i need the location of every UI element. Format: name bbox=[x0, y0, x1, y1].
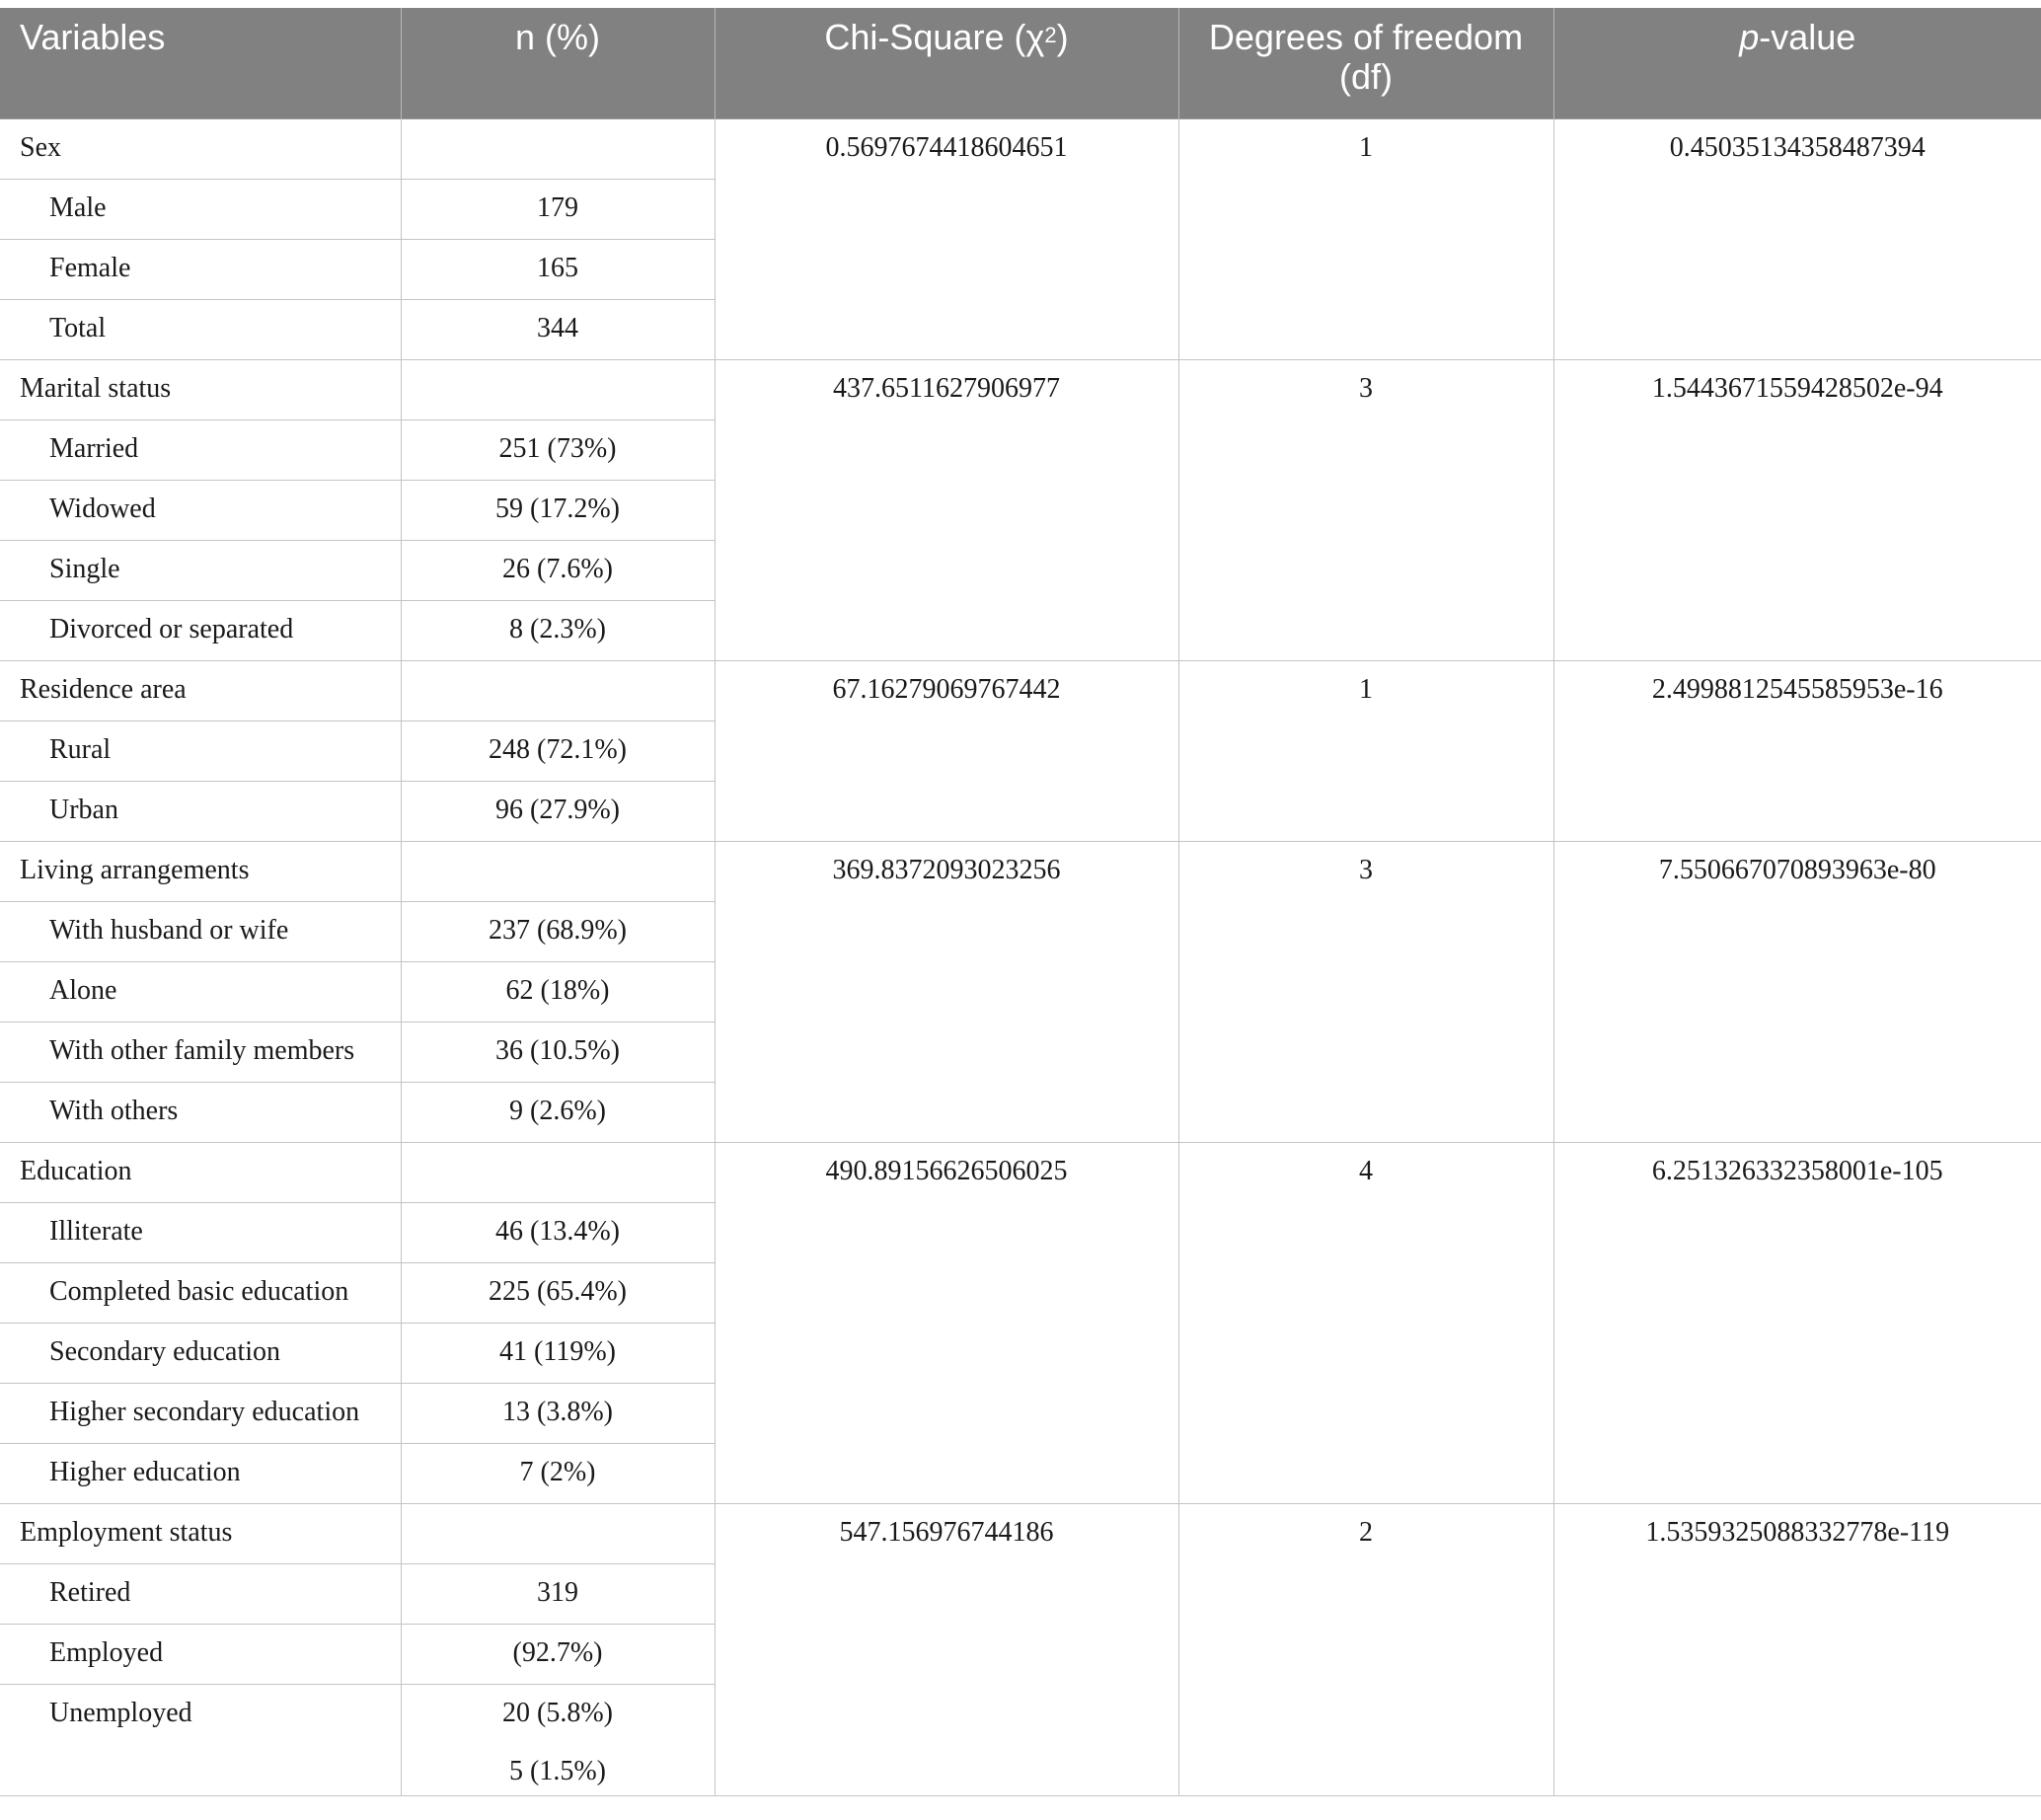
group-label: Residence area bbox=[0, 661, 401, 721]
p-value: 0.45035134358487394 bbox=[1553, 119, 2041, 360]
chi-square-value: 0.5697674418604651 bbox=[715, 119, 1178, 360]
row-value: 319 bbox=[401, 1564, 715, 1625]
row-label: With others bbox=[0, 1083, 401, 1143]
p-value: 2.4998812545585953e-16 bbox=[1553, 661, 2041, 842]
row-value: 9 (2.6%) bbox=[401, 1083, 715, 1143]
group-count-empty bbox=[401, 119, 715, 180]
row-label: With other family members bbox=[0, 1023, 401, 1083]
header-chi-square-prefix: Chi-Square (χ bbox=[824, 17, 1045, 57]
group-row-residence-area bbox=[0, 661, 2041, 721]
row-label: Divorced or separated bbox=[0, 601, 401, 661]
p-value: 1.5359325088332778e-119 bbox=[1553, 1504, 2041, 1796]
df-value: 3 bbox=[1178, 842, 1553, 1143]
group-label: Education bbox=[0, 1143, 401, 1203]
chi-square-value: 490.89156626506025 bbox=[715, 1143, 1178, 1504]
df-value: 1 bbox=[1178, 661, 1553, 842]
df-value: 1 bbox=[1178, 119, 1553, 360]
df-value: 4 bbox=[1178, 1143, 1553, 1504]
row-value: 62 (18%) bbox=[401, 962, 715, 1023]
row-value: 36 (10.5%) bbox=[401, 1023, 715, 1083]
table-header bbox=[0, 8, 2041, 119]
group-count-empty bbox=[401, 842, 715, 902]
row-label: Single bbox=[0, 541, 401, 601]
row-label: Retired bbox=[0, 1564, 401, 1625]
row-label: Female bbox=[0, 240, 401, 300]
row-value-stack bbox=[401, 1685, 715, 1796]
row-value: 8 (2.3%) bbox=[401, 601, 715, 661]
df-value: 2 bbox=[1178, 1504, 1553, 1796]
row-label: Married bbox=[0, 420, 401, 481]
row-value: 251 (73%) bbox=[401, 420, 715, 481]
row-value: 237 (68.9%) bbox=[401, 902, 715, 962]
row-value: 96 (27.9%) bbox=[401, 782, 715, 842]
group-label: Employment status bbox=[0, 1504, 401, 1564]
group-row-education bbox=[0, 1143, 2041, 1203]
group-label: Marital status bbox=[0, 360, 401, 420]
row-label: Higher education bbox=[0, 1444, 401, 1504]
row-label: Alone bbox=[0, 962, 401, 1023]
row-value: 7 (2%) bbox=[401, 1444, 715, 1504]
row-label: Completed basic education bbox=[0, 1263, 401, 1324]
p-value: 6.251326332358001e-105 bbox=[1553, 1143, 2041, 1504]
group-count-empty bbox=[401, 360, 715, 420]
row-value: 20 (5.8%) bbox=[502, 1698, 613, 1728]
group-row-sex bbox=[0, 119, 2041, 180]
group-row-living-arrangements bbox=[0, 842, 2041, 902]
row-value: 248 (72.1%) bbox=[401, 721, 715, 782]
chi-square-value: 547.156976744186 bbox=[715, 1504, 1178, 1796]
row-value: 26 (7.6%) bbox=[401, 541, 715, 601]
chi-square-value: 67.16279069767442 bbox=[715, 661, 1178, 842]
row-value: 13 (3.8%) bbox=[401, 1384, 715, 1444]
row-label: Urban bbox=[0, 782, 401, 842]
row-label: Total bbox=[0, 300, 401, 360]
group-count-empty bbox=[401, 661, 715, 721]
header-p-value-italic: p bbox=[1739, 17, 1760, 57]
group-row-employment-status bbox=[0, 1504, 2041, 1564]
p-value: 7.550667070893963e-80 bbox=[1553, 842, 2041, 1143]
header-p-value-rest: -value bbox=[1759, 17, 1856, 57]
row-label: Secondary education bbox=[0, 1324, 401, 1384]
row-label: Unemployed bbox=[0, 1685, 401, 1796]
header-chi-square-sup: 2 bbox=[1044, 23, 1057, 47]
header-chi-square bbox=[715, 8, 1178, 119]
row-value: 344 bbox=[401, 300, 715, 360]
row-label: Rural bbox=[0, 721, 401, 782]
df-value: 3 bbox=[1178, 360, 1553, 661]
row-label: With husband or wife bbox=[0, 902, 401, 962]
group-count-empty bbox=[401, 1504, 715, 1564]
row-label: Higher secondary education bbox=[0, 1384, 401, 1444]
chi-square-table bbox=[0, 8, 2041, 1796]
group-label: Sex bbox=[0, 119, 401, 180]
row-value-extra: 5 (1.5%) bbox=[509, 1756, 606, 1786]
row-value: 46 (13.4%) bbox=[401, 1203, 715, 1263]
row-label: Employed bbox=[0, 1625, 401, 1685]
row-label: Widowed bbox=[0, 481, 401, 541]
p-value: 1.5443671559428502e-94 bbox=[1553, 360, 2041, 661]
header-n-percent: n (%) bbox=[401, 8, 715, 119]
group-row-marital-status bbox=[0, 360, 2041, 420]
chi-square-value: 437.6511627906977 bbox=[715, 360, 1178, 661]
row-value: 41 (119%) bbox=[401, 1324, 715, 1384]
group-count-empty bbox=[401, 1143, 715, 1203]
group-label: Living arrangements bbox=[0, 842, 401, 902]
row-label: Male bbox=[0, 180, 401, 240]
row-value: 59 (17.2%) bbox=[401, 481, 715, 541]
header-variables: Variables bbox=[0, 8, 401, 119]
table-body bbox=[0, 119, 2041, 1796]
row-value: (92.7%) bbox=[401, 1625, 715, 1685]
row-value: 225 (65.4%) bbox=[401, 1263, 715, 1324]
chi-square-value: 369.8372093023256 bbox=[715, 842, 1178, 1143]
header-degrees-of-freedom: Degrees of freedom (df) bbox=[1178, 8, 1553, 119]
header-row bbox=[0, 8, 2041, 119]
row-label: Illiterate bbox=[0, 1203, 401, 1263]
header-p-value bbox=[1553, 8, 2041, 119]
row-value: 179 bbox=[401, 180, 715, 240]
row-value: 165 bbox=[401, 240, 715, 300]
header-chi-square-suffix: ) bbox=[1056, 17, 1069, 57]
